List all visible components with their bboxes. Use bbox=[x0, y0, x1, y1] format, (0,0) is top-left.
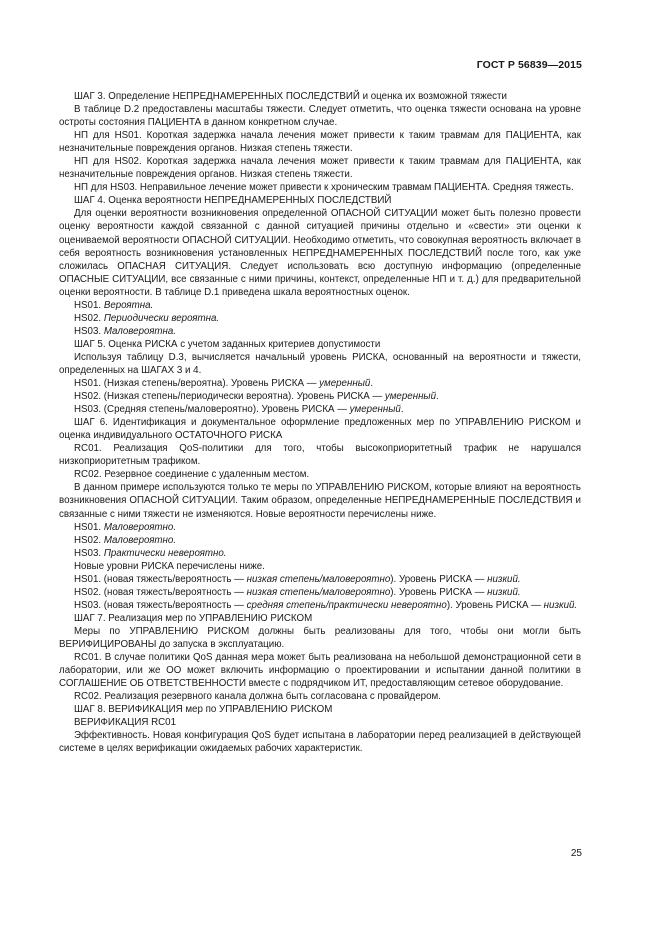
paragraph bbox=[59, 299, 581, 312]
text: ШАГ 4. Оценка вероятности НЕПРЕДНАМЕРЕННЫХ ПОСЛЕДСТВИЙ bbox=[74, 195, 392, 207]
paragraph bbox=[59, 586, 581, 599]
text: В данном примере используются только те меры по УПРАВЛЕНИЮ РИСКОМ, которые влияют на вероятность возникновения ОПАСНОЙ СИТУАЦИИ. Таким образом, определенные НЕПРЕДНАМЕРЕННЫЕ ПОСЛЕДСТВИЯ и связанные с ними тяжести не изменяются. Новые вероятности перечислены ниже. bbox=[59, 482, 581, 520]
text: ШАГ 8. ВЕРИФИКАЦИЯ мер по УПРАВЛЕНИЮ РИСКОМ bbox=[74, 704, 333, 716]
text: HS02. bbox=[74, 312, 104, 324]
text: Новые уровни РИСКА перечислены ниже. bbox=[74, 560, 265, 572]
italic-text: Периодически вероятна. bbox=[103, 312, 220, 324]
text: ). Уровень РИСКА — bbox=[446, 599, 544, 611]
paragraph bbox=[59, 338, 581, 351]
text: HS03. (Средняя степень/маловероятно). Уровень РИСКА — bbox=[74, 404, 350, 416]
paragraph bbox=[59, 181, 581, 194]
text: НП для HS01. Короткая задержка начала лечения может привести к таким травмам для ПАЦИЕНТА, как незначительные повреждения органов. Низкая степень тяжести. bbox=[59, 130, 581, 155]
text: Эффективность. Новая конфигурация QoS будет испытана в лаборатории перед реализацией в действующей системе в целях верификации ожидаемых рабочих характеристик. bbox=[59, 730, 581, 755]
paragraph bbox=[59, 729, 581, 755]
italic-text: низкий. bbox=[487, 573, 521, 585]
document-body bbox=[59, 90, 581, 755]
paragraph bbox=[59, 690, 581, 703]
text: RC01. В случае политики QoS данная мера может быть реализована на небольшой демонстрационной сети в лаборатории, или же ОО может включить информацию о проектировании и испытании данной политики в СОГЛАШЕНИЕ ОБ ОТВЕТСТВЕННОСТИ вместе с подрядчиком ИТ, предоставляющим сетевое оборудование. bbox=[59, 652, 581, 690]
text: ВЕРИФИКАЦИЯ RC01 bbox=[74, 717, 177, 729]
italic-text: умеренный bbox=[319, 378, 371, 390]
document-standard-header: ГОСТ Р 56839—2015 bbox=[476, 59, 582, 71]
paragraph bbox=[59, 442, 581, 468]
italic-text: низкий. bbox=[543, 599, 578, 611]
paragraph bbox=[59, 612, 581, 625]
paragraph bbox=[59, 403, 581, 416]
text: . bbox=[400, 404, 404, 416]
paragraph bbox=[59, 599, 581, 612]
text: HS01. (новая тяжесть/вероятность — bbox=[74, 573, 247, 585]
italic-text: Маловероятно. bbox=[103, 521, 177, 533]
paragraph bbox=[59, 103, 581, 129]
text: HS02. (Низкая степень/периодически вероятна). Уровень РИСКА — bbox=[74, 391, 385, 403]
paragraph bbox=[59, 351, 581, 377]
page-number: 25 bbox=[570, 848, 582, 859]
italic-text: умеренный bbox=[349, 404, 401, 416]
paragraph bbox=[59, 312, 581, 325]
paragraph bbox=[59, 716, 581, 729]
italic-text: Практически невероятно. bbox=[103, 547, 227, 559]
paragraph bbox=[59, 651, 581, 690]
text: HS03. bbox=[74, 547, 104, 559]
paragraph bbox=[59, 90, 581, 103]
text: HS02. (новая тяжесть/вероятность — bbox=[74, 586, 247, 598]
paragraph bbox=[59, 416, 581, 442]
paragraph bbox=[59, 468, 581, 481]
text: HS03. (новая тяжесть/вероятность — bbox=[74, 599, 247, 611]
paragraph bbox=[59, 155, 581, 181]
italic-text: низкая степень/маловероятно bbox=[246, 573, 391, 585]
italic-text: низкая степень/маловероятно bbox=[246, 586, 391, 598]
text: Меры по УПРАВЛЕНИЮ РИСКОМ должны быть реализованы для того, чтобы они могли быть ВЕРИФИЦИРОВАНЫ до запуска в эксплуатацию. bbox=[59, 625, 581, 650]
italic-text: умеренный bbox=[384, 391, 437, 403]
text: НП для HS03. Неправильное лечение может привести к хроническим травмам ПАЦИЕНТА. Средняя тяжесть. bbox=[74, 182, 574, 194]
text: Используя таблицу D.3, вычисляется начальный уровень РИСКА, основанный на вероятности и тяжести, определенных на ШАГАХ 3 и 4. bbox=[59, 351, 581, 376]
italic-text: Маловероятна. bbox=[103, 325, 177, 337]
paragraph bbox=[59, 560, 581, 573]
text: HS02. bbox=[74, 534, 104, 546]
text: RC02. Реализация резервного канала должна быть согласована с провайдером. bbox=[74, 691, 441, 703]
paragraph bbox=[59, 521, 581, 534]
text: ). Уровень РИСКА — bbox=[390, 573, 488, 585]
text: . bbox=[370, 378, 374, 390]
text: В таблице D.2 предоставлены масштабы тяжести. Следует отметить, что оценка тяжести основана на уровне остроты состояния ПАЦИЕНТА в данном конкретном случае. bbox=[59, 104, 581, 129]
text: HS01. bbox=[74, 299, 104, 311]
text: НП для HS02. Короткая задержка начала лечения может привести к таким травмам для ПАЦИЕНТА, как незначительные повреждения органов. Низкая степень тяжести. bbox=[59, 156, 581, 181]
paragraph bbox=[59, 547, 581, 560]
text: ). Уровень РИСКА — bbox=[390, 586, 488, 598]
text: RC01. Реализация QoS-политики для того, чтобы высокоприоритетный трафик не нарушался низкоприоритетным трафиком. bbox=[59, 443, 581, 468]
text: HS01. (Низкая степень/вероятна). Уровень РИСКА — bbox=[74, 378, 320, 390]
paragraph bbox=[59, 625, 581, 651]
paragraph bbox=[59, 325, 581, 338]
paragraph bbox=[59, 207, 581, 298]
paragraph bbox=[59, 534, 581, 547]
text: ШАГ 6. Идентификация и документальное оформление предложенных мер по УПРАВЛЕНИЮ РИСКОМ и оценка индивидуального ОСТАТОЧНОГО РИСКА bbox=[59, 417, 581, 442]
text: Для оценки вероятности возникновения определенной ОПАСНОЙ СИТУАЦИИ может быть полезно провести оценку вероятности каждой связанной с данной ситуацией причины отдельно и «свести» эти оценки к оцениваемой вероятности ОПАСНОЙ СИТУАЦИИ. Необходимо отметить, что совокупная вероятность включает в себя вероятность возникновения установленных НЕПРЕДНАМЕРЕННЫХ ПОСЛЕДСТВИЙ после того, как уже сложилась ОПАСНАЯ СИТУАЦИЯ. Следует использовать всю доступную информацию (определенные ОПАСНЫЕ СИТУАЦИИ, все связанные с ними причины, контекст, определенные НП и т. д.) для предварительной оценки вероятности. В таблице D.1 приведена шкала вероятностных оценок. bbox=[59, 208, 581, 298]
paragraph bbox=[59, 390, 581, 403]
text: HS01. bbox=[74, 521, 104, 533]
paragraph bbox=[59, 573, 581, 586]
italic-text: Вероятна. bbox=[103, 299, 154, 311]
paragraph bbox=[59, 481, 581, 520]
text: ШАГ 7. Реализация мер по УПРАВЛЕНИЮ РИСКОМ bbox=[74, 612, 313, 624]
paragraph bbox=[59, 377, 581, 390]
italic-text: низкий. bbox=[487, 586, 521, 598]
paragraph bbox=[59, 703, 581, 716]
italic-text: средняя степень/практически невероятно bbox=[246, 599, 447, 611]
italic-text: Маловероятно. bbox=[103, 534, 177, 546]
paragraph bbox=[59, 194, 581, 207]
text: ШАГ 3. Определение НЕПРЕДНАМЕРЕННЫХ ПОСЛЕДСТВИЙ и оценка их возможной тяжести bbox=[74, 91, 507, 102]
paragraph bbox=[59, 129, 581, 155]
text: . bbox=[436, 391, 439, 403]
text: RC02. Резервное соединение с удаленным местом. bbox=[74, 469, 310, 481]
text: HS03. bbox=[74, 325, 104, 337]
text: ШАГ 5. Оценка РИСКА с учетом заданных критериев допустимости bbox=[74, 338, 381, 350]
